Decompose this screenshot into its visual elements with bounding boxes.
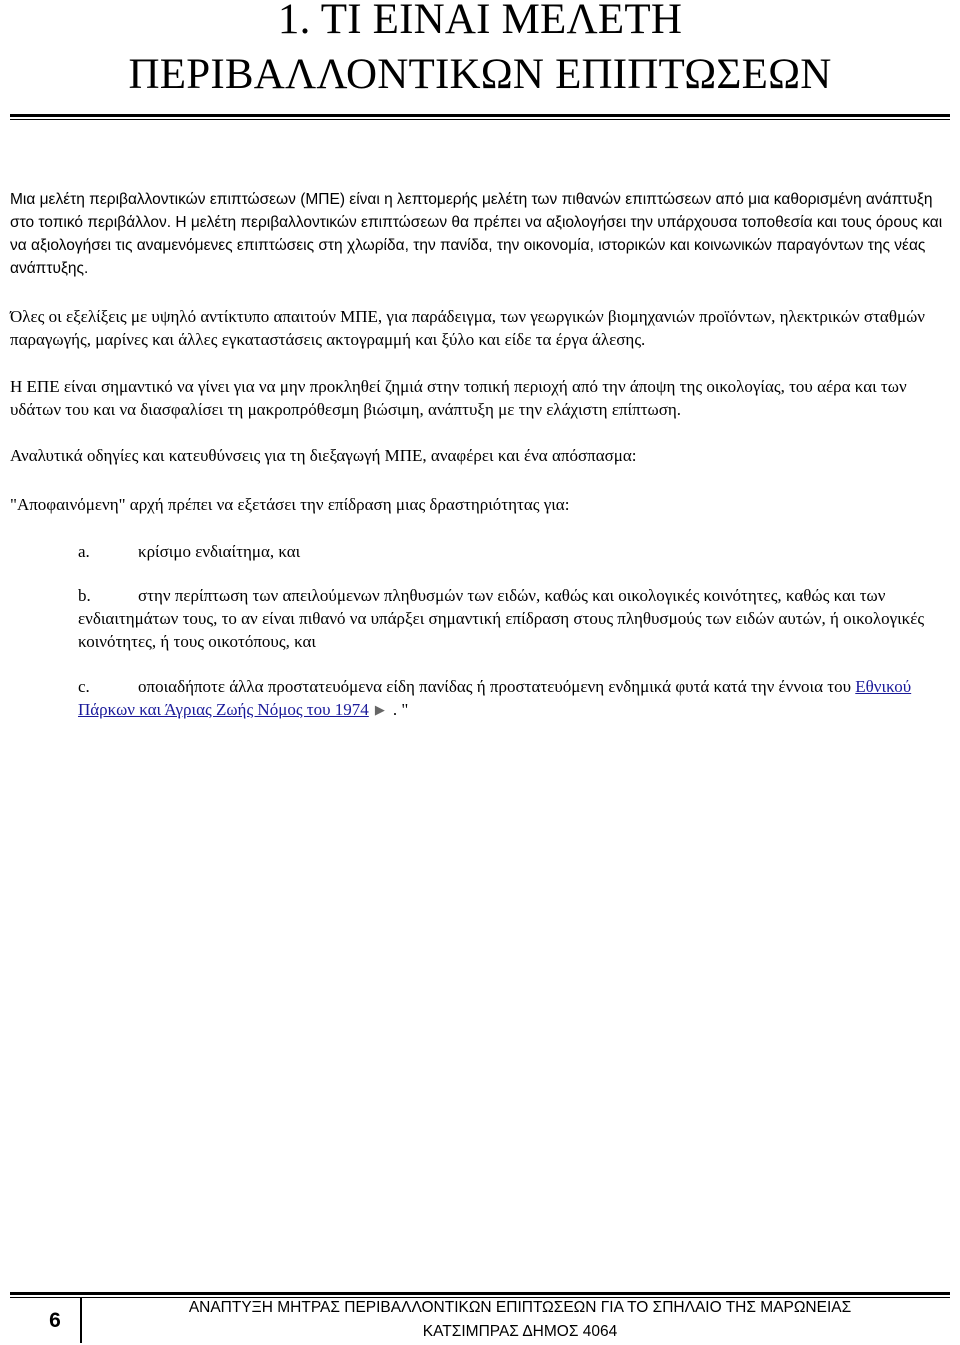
developments-paragraph: Όλες οι εξελίξεις με υψηλό αντίκτυπο απαιτούν ΜΠΕ, για παράδειγμα, των γεωργικών βιομηχανιών προϊόντων, ηλεκτρικών σταθμών παραγωγής, μαρίνες και άλλες εγκαταστάσεις ακτογραμμή και ξύλο και είδε τα έργα άλεσης. xyxy=(10,307,925,349)
list-item-text-end: . " xyxy=(392,700,409,719)
national-parks-act-link[interactable]: Εθνικού Πάρκων και Άγριας Ζωής Νόμος του 1974 xyxy=(78,677,912,719)
footer-text xyxy=(90,1296,950,1344)
play-arrow-icon[interactable]: ▶ xyxy=(374,702,385,717)
page-number-separator xyxy=(80,1298,82,1343)
list-item-b xyxy=(78,584,958,653)
list-marker: a. xyxy=(78,542,90,561)
authority-paragraph: "Αποφαινόμενη" αρχή πρέπει να εξετάσει την επίδραση μιας δραστηριότητας για: xyxy=(10,495,570,514)
list-marker: c. xyxy=(78,677,90,696)
importance-paragraph: Η ΕΠΕ είναι σημαντικό να γίνει για να μην προκληθεί ζημιά στην τοπική περιοχή από την άποψη της οικολογίας, του αέρα και των υδάτων του και να διασφαλίσει τη μακροπρόθεσμη βιώσιμη, ανάπτυξη με την ελάχιστη επίπτωση. xyxy=(10,377,907,419)
page-title-line1: 1. ΤΙ ΕΙΝΑΙ ΜΕΛΕΤΗ xyxy=(277,0,683,43)
intro-paragraph: Μια μελέτη περιβαλλοντικών επιπτώσεων (ΜΠΕ) είναι η λεπτομερής μελέτη των πιθανών επιπτώσεων από μια καθορισμένη ανάπτυξη στο τοπικό περιβάλλον. Η μελέτη περιβαλλοντικών επιπτώσεων θα πρέπει να αξιολογήσει την υπάρχουσα τοποθεσία και τους όρους και να αξιολογήσει τις αναμενόμενες επιπτώσεις στη χλωρίδα, την πανίδα, την οικονομία, ιστορικών και κοινωνικών παραγόντων της νέας ανάπτυξης. xyxy=(10,191,943,277)
list-item-c xyxy=(78,675,958,721)
page-number: 6 xyxy=(49,1308,61,1332)
list-item-text: οποιαδήποτε άλλα προστατευόμενα είδη πανίδας ή προστατευόμενη ενδημικά φυτά κατά την έννοια του xyxy=(138,677,856,696)
title-divider xyxy=(10,114,950,117)
footer-divider xyxy=(10,1292,950,1295)
page-title-line2: ΠΕΡΙΒΑΛΛΟΝΤΙΚΩΝ ΕΠΙΠΤΩΣΕΩΝ xyxy=(128,51,832,98)
list-item-a xyxy=(78,540,958,563)
list-marker: b. xyxy=(78,586,91,605)
title-divider-thin xyxy=(10,119,950,120)
footer-line2: ΚΑΤΣΙΜΠΡΑΣ ΔΗΜΟΣ 4064 xyxy=(422,1323,618,1340)
guidelines-paragraph: Αναλυτικά οδηγίες και κατευθύνσεις για τη διεξαγωγή ΜΠΕ, αναφέρει και ένα απόσπασμα: xyxy=(10,446,637,465)
list-item-text: στην περίπτωση των απειλούμενων πληθυσμών των ειδών, καθώς και οικολογικές κοινότητες, καθώς και των ενδιαιτημάτων τους, το αν είναι πιθανό να υπάρξει σημαντική επίδραση στους πληθυσμούς των ειδών αυτών, ή οικολογικές κοινότητες, ή τους οικοτόπους, και xyxy=(78,586,925,651)
page-title xyxy=(0,0,960,102)
footer-line1: ΑΝΑΠΤΥΞΗ ΜΗΤΡΑΣ ΠΕΡΙΒΑΛΛΟΝΤΙΚΩΝ ΕΠΙΠΤΩΣΕΩΝ ΓΙΑ ΤΟ ΣΠΗΛΑΙΟ ΤΗΣ ΜΑΡΩΝΕΙΑΣ xyxy=(188,1299,852,1316)
list-item-text: κρίσιμο ενδιαίτημα, και xyxy=(138,542,301,561)
